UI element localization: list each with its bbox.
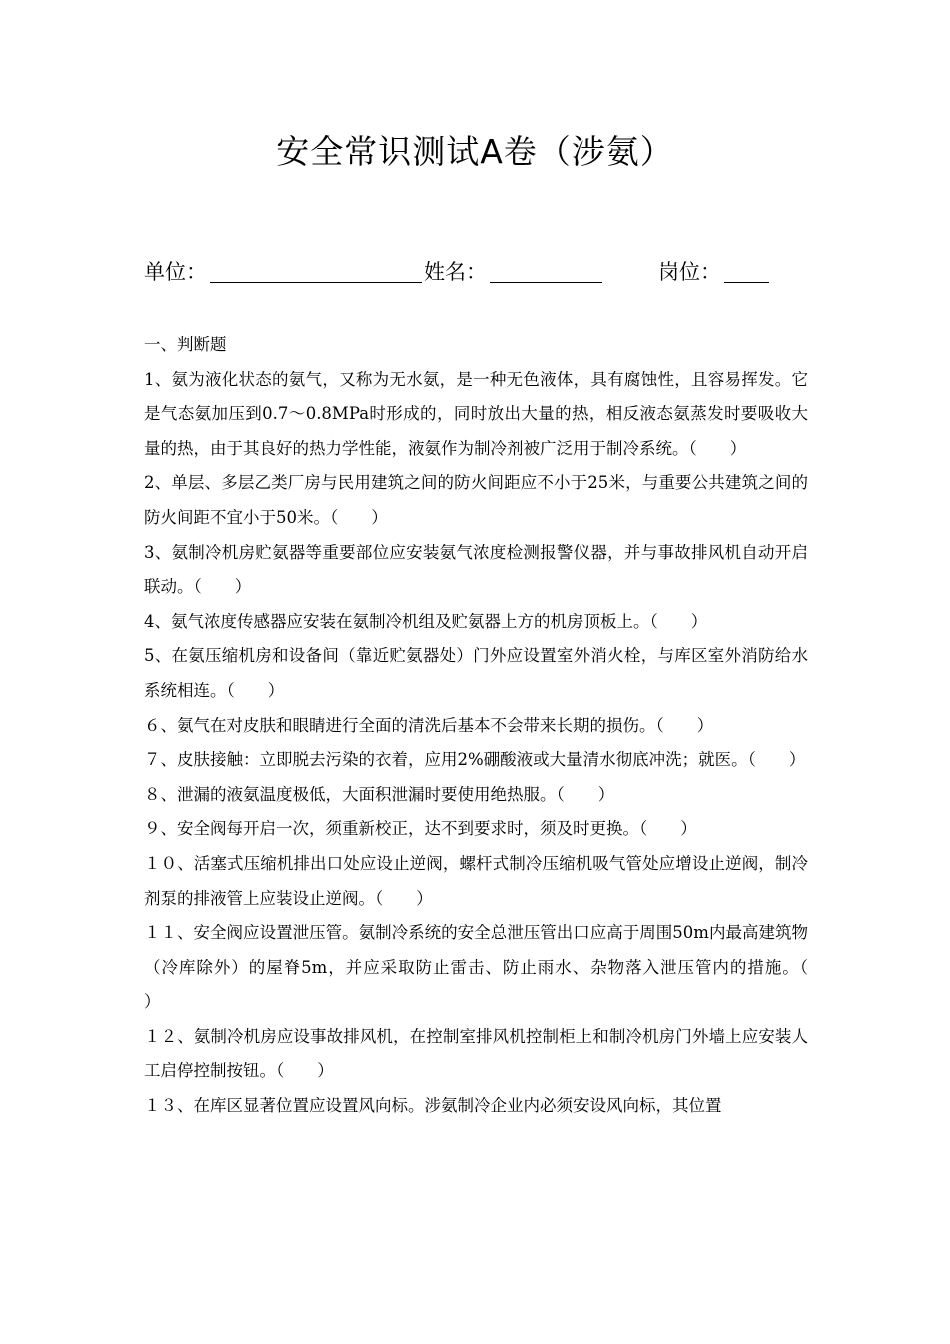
question-item: ７、皮肤接触：立即脱去污染的衣着，应用2%硼酸液或大量清水彻底冲洗；就医。（ ） bbox=[144, 750, 806, 770]
question-item: １３、在库区显著位置应设置风向标。涉氨制冷企业内必须安设风向标，其位置 bbox=[144, 1096, 722, 1116]
question-item: 3、氨制冷机房贮氨器等重要部位应安装氨气浓度检测报警仪器，并与事故排风机自动开启联动。（ ） bbox=[144, 542, 808, 597]
section-heading: 一、判断题 bbox=[144, 335, 227, 354]
question-item: １１、安全阀应设置泄压管。氨制冷系统的安全总泄压管出口应高于周围50m内最高建筑物（冷库除外）的屋脊5m，并应采取防止雷击、防止雨水、杂物落入泄压管内的措施。（ ） bbox=[144, 923, 841, 1012]
question-item: 5、在氨压缩机房和设备间（靠近贮氨器处）门外应设置室外消火栓，与库区室外消防给水系统相连。（ ） bbox=[144, 646, 808, 700]
post-label: 岗位： bbox=[658, 260, 721, 284]
question-item: １０、活塞式压缩机排出口处应设止逆阀，螺杆式制冷压缩机吸气管处应增设止逆阀，制冷剂泵的排液管上应装设止逆阀。（ ） bbox=[144, 853, 808, 908]
question-item: ６、氨气在对皮肤和眼睛进行全面的清洗后基本不会带来长期的损伤。（ ） bbox=[144, 715, 714, 735]
question-item: 2、单层、多层乙类厂房与民用建筑之间的防火间距应不小于25米，与重要公共建筑之间的防火间距不宜小于50米。（ ） bbox=[144, 473, 808, 527]
question-list bbox=[144, 328, 841, 1124]
unit-blank bbox=[210, 282, 422, 283]
unit-label: 单位： bbox=[144, 260, 207, 284]
question-item: ８、泄漏的液氨温度极低，大面积泄漏时要使用绝热服。（ ） bbox=[144, 784, 615, 804]
name-label: 姓名： bbox=[424, 260, 487, 284]
question-item: 1、氨为液化状态的氨气，又称为无水氨，是一种无色液体，具有腐蚀性，且容易挥发。它是气态氨加压到0.7～0.8MPa时形成的，同时放出大量的热，相反液态氨蒸发时要吸收大量的热，由于其良好的热力学性能，液氨作为制冷剂被广泛用于制冷系统。（ ） bbox=[144, 369, 808, 458]
post-blank bbox=[724, 282, 769, 283]
question-item: 4、氨气浓度传感器应安装在氨制冷机组及贮氨器上方的机房顶板上。（ ） bbox=[144, 611, 708, 631]
question-item: ９、安全阀每开启一次，须重新校正，达不到要求时，须及时更换。（ ） bbox=[144, 819, 697, 839]
name-blank bbox=[490, 282, 602, 283]
question-item: １２、氨制冷机房应设事故排风机，在控制室排风机控制柜上和制冷机房门外墙上应安装人工启停控制按钮。（ ） bbox=[144, 1026, 808, 1081]
page-title: 安全常识测试A卷（涉氨） bbox=[276, 132, 674, 171]
